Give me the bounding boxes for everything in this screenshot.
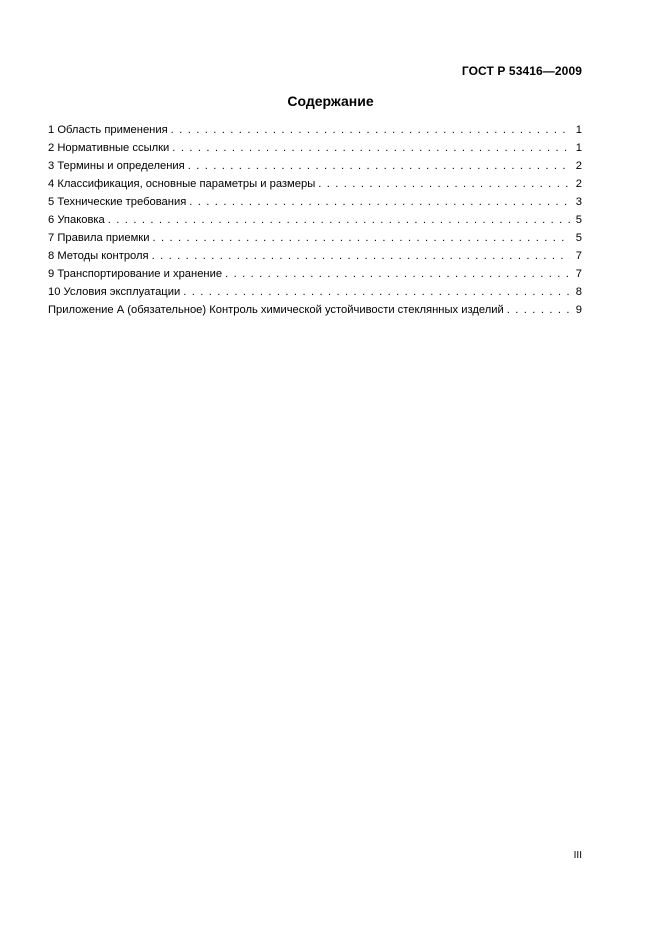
toc-entry-1[interactable] xyxy=(48,121,582,139)
toc-entry-page: 7 xyxy=(575,250,582,262)
toc-entry-9[interactable] xyxy=(48,265,582,283)
toc-leader-dots xyxy=(188,157,570,175)
toc-entry-page: 8 xyxy=(575,286,582,298)
toc-entry-label: 1 Область применения xyxy=(48,124,168,136)
toc-leader-dots xyxy=(172,139,570,157)
toc-entry-label: 7 Правила приемки xyxy=(48,232,150,244)
toc-leader-dots xyxy=(108,211,570,229)
toc-entry-10[interactable] xyxy=(48,283,582,301)
toc-leader-dots xyxy=(152,229,570,247)
toc-entry-page: 2 xyxy=(575,160,582,172)
toc-leader-dots xyxy=(183,283,570,301)
toc-entry-label: 3 Термины и определения xyxy=(48,160,185,172)
document-code: ГОСТ Р 53416—2009 xyxy=(461,64,582,78)
table-of-contents xyxy=(48,121,582,319)
toc-leader-dots xyxy=(225,265,570,283)
toc-entry-label: 5 Технические требования xyxy=(48,196,187,208)
toc-entry-page: 3 xyxy=(575,196,582,208)
page-number: III xyxy=(573,850,582,861)
toc-entry-page: 5 xyxy=(575,214,582,226)
toc-entry-label: 10 Условия эксплуатации xyxy=(48,286,181,298)
toc-entry-page: 7 xyxy=(575,268,582,280)
toc-entry-label: 6 Упаковка xyxy=(48,214,105,226)
toc-entry-page: 9 xyxy=(575,304,582,316)
toc-entry-page: 5 xyxy=(575,232,582,244)
toc-entry-page: 2 xyxy=(575,178,582,190)
toc-entry-6[interactable] xyxy=(48,211,582,229)
toc-leader-dots xyxy=(171,121,570,139)
toc-entry-label: Приложение А (обязательное) Контроль химической устойчивости стеклянных изделий xyxy=(48,304,504,316)
toc-leader-dots xyxy=(189,193,570,211)
toc-entry-8[interactable] xyxy=(48,247,582,265)
toc-title: Содержание xyxy=(287,93,374,109)
toc-leader-dots xyxy=(152,247,570,265)
toc-leader-dots xyxy=(507,301,570,319)
toc-entry-page: 1 xyxy=(575,142,582,154)
toc-entry-3[interactable] xyxy=(48,157,582,175)
toc-entry-label: 2 Нормативные ссылки xyxy=(48,142,170,154)
toc-entry-2[interactable] xyxy=(48,139,582,157)
toc-entry-7[interactable] xyxy=(48,229,582,247)
toc-entry-5[interactable] xyxy=(48,193,582,211)
toc-entry-4[interactable] xyxy=(48,175,582,193)
toc-leader-dots xyxy=(318,175,570,193)
toc-entry-label: 4 Классификация, основные параметры и размеры xyxy=(48,178,316,190)
toc-entry-page: 1 xyxy=(575,124,582,136)
toc-entry-label: 9 Транспортирование и хранение xyxy=(48,268,223,280)
toc-entry-label: 8 Методы контроля xyxy=(48,250,149,262)
toc-entry-appendix-a[interactable] xyxy=(48,301,582,319)
